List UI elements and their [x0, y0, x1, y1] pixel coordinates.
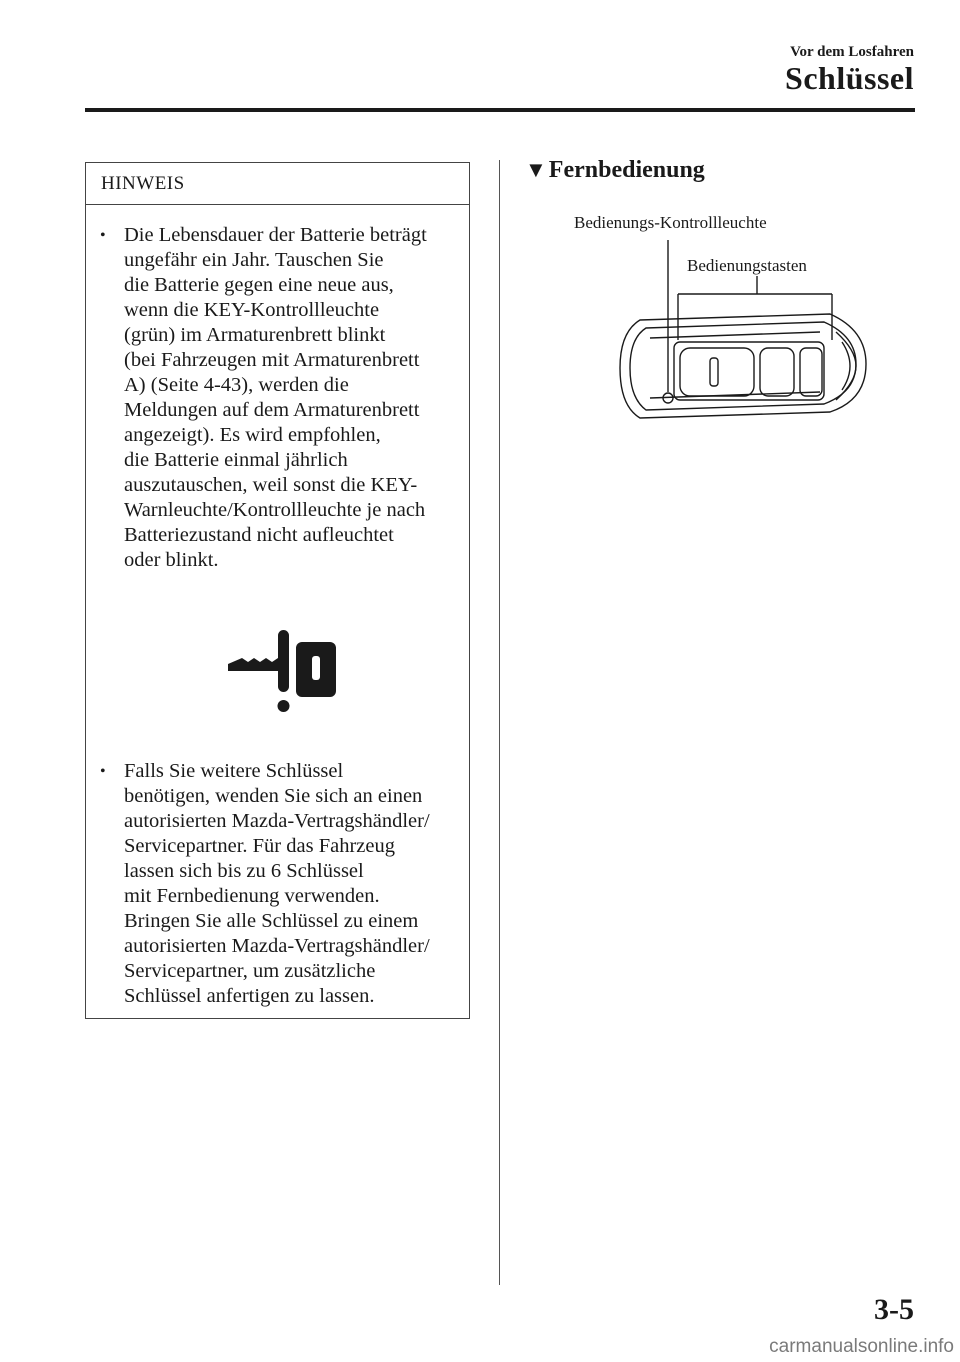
triangle-marker-icon: ▼ [525, 157, 547, 182]
remote-key-fob-icon [610, 240, 880, 430]
watermark: carmanualsonline.info [769, 1336, 954, 1357]
section-title: Fernbedienung [548, 157, 705, 183]
callout-indicator-label: Bedienungs-Kontrollleuchte [574, 213, 767, 232]
note-item [100, 223, 465, 573]
page-number: 3-5 [874, 1293, 914, 1326]
note-item-text: Die Lebensdauer der Batterie beträgt ungefähr ein Jahr. Tauschen Sie die Batterie gegen eine neue aus, wenn die KEY-Kontrollleuchte (grün) im Armaturenbrett blinkt (bei Fahrzeugen mit Armaturenbrett A) (Seite 4-43), werden die Meldungen auf dem Armaturenbrett angezeigt). Es wird empfohlen, die Batterie einmal jährlich auszutauschen, weil sonst die KEY- Warnleuchte/Kontrollleuchte je nach Batteriezustand nicht aufleuchtet oder blinkt. [124, 224, 427, 571]
header-rule [85, 108, 915, 112]
note-heading: HINWEIS [86, 163, 469, 205]
column-divider [499, 160, 500, 1285]
chapter-title: Vor dem Losfahren [790, 44, 914, 60]
note-item [100, 759, 465, 1009]
note-item-text: Falls Sie weitere Schlüssel benötigen, wenden Sie sich an einen autorisierten Mazda-Vertragshändler/ Servicepartner. Für das Fahrzeug lassen sich bis zu 6 Schlüssel mit Fernbedienung verwenden. Bringen Sie alle Schlüssel zu einem autorisierten Mazda-Vertragshändler/ Servicepartner, um zusätzliche Schlüssel anfertigen zu lassen. [124, 760, 430, 1007]
key-warning-icon [224, 628, 344, 718]
section-heading [525, 157, 705, 184]
note-box [85, 162, 470, 1019]
page-title: Schlüssel [785, 60, 914, 96]
bullet: • [100, 763, 106, 780]
bullet: • [100, 227, 106, 244]
callout-buttons-label: Bedienungstasten [687, 256, 807, 275]
